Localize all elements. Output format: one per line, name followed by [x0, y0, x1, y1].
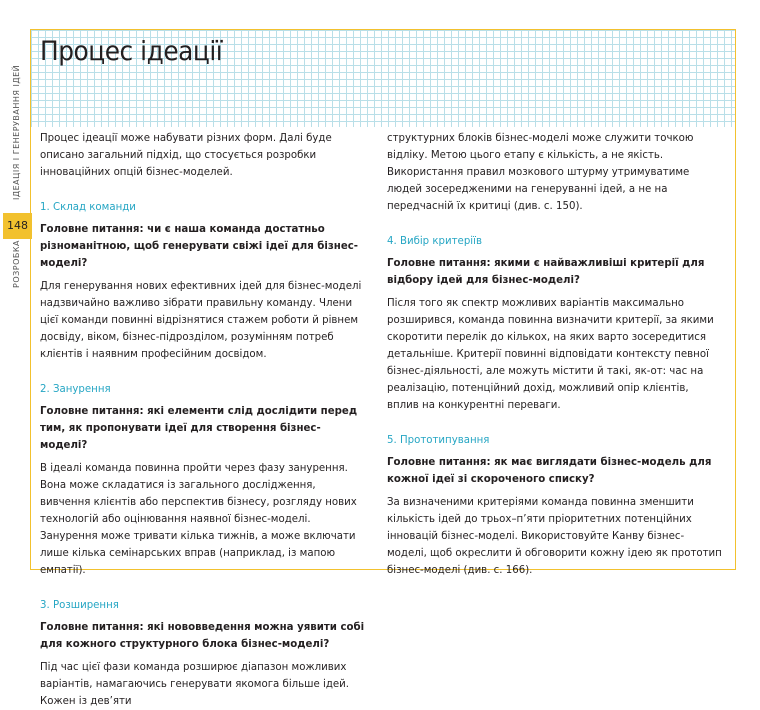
- page-title: Процес ідеації: [40, 36, 223, 67]
- intro-paragraph: Процес ідеації може набувати різних форм. Далі буде описано загальний підхід, що стосується розробки інноваційних опцій бізнес-моделей.: [40, 133, 332, 178]
- section-1-heading: 1. Склад команди: [40, 202, 136, 213]
- right-column: [387, 130, 722, 579]
- section-4-heading: 4. Вибір критеріїв: [387, 236, 482, 247]
- section-3-continuation: структурних блоків бізнес-моделі може служити точкою відліку. Метою цього етапу є кількість, а не якість. Використання правил мозкового штурму утримуватиме людей зосередженими на генеруванні ідей, а не на передчасній їх критиці (див. с. 150).: [387, 133, 694, 212]
- section-2-question: Головне питання: які елементи слід дослідити перед тим, як пропонувати ідеї для створення бізнес-моделі?: [40, 406, 358, 451]
- section-3-heading: 3. Розширення: [40, 600, 119, 611]
- left-column: [40, 130, 365, 710]
- side-label-section: РОЗРОБКА: [12, 239, 21, 288]
- section-2-body: В ідеалі команда повинна пройти через фазу занурення. Вона може складатися із загального дослідження, вивчення клієнтів або перспектив бізнесу, розгляду нових технологій або оцінювання наявної бізнес-моделі. Занурення може тривати кілька тижнів, а може включати лише кілька семінарських вправ (наприклад, із мапою емпатії).: [40, 463, 357, 576]
- page-number-tab: 148: [3, 213, 32, 239]
- section-1-question: Головне питання: чи є наша команда достатньо різноманітною, щоб генерувати свіжі ідеї для бізнес-моделі?: [40, 224, 359, 269]
- section-4-question: Головне питання: якими є найважливіші критерії для відбору ідей для бізнес-моделі?: [387, 258, 705, 286]
- section-1-body: Для генерування нових ефективних ідей для бізнес-моделі надзвичайно важливо зібрати правильну команду. Члени цієї команди повинні відрізнятися стажем роботи й рівнем досвіду, віком, бізнес-підрозділом, розумінням потреб клієнтів і наявним професійним досвідом.: [40, 281, 362, 360]
- section-2-heading: 2. Занурення: [40, 384, 111, 395]
- side-label-chapter: ІДЕАЦІЯ І ГЕНЕРУВАННЯ ІДЕЙ: [12, 64, 21, 200]
- section-4-body: Після того як спектр можливих варіантів максимально розширився, команда повинна визначити критерії, за якими скоротити перелік до кількох, на яких варто зосередитися детальніше. Критерії повинні відповідати контексту певної бізнес-діяльності, але можуть містити й такі, як-от: час на реалізацію, потенційний дохід, можливий опір клієнтів, вплив на конкурентні переваги.: [387, 298, 714, 411]
- section-5-body: За визначеними критеріями команда повинна зменшити кількість ідей до трьох–п’яти пріоритетних потенційних інновацій бізнес-моделі. Використовуйте Канву бізнес-моделі, щоб окреслити й обговорити кожну ідею як прототип бізнес-моделі (див. с. 166).: [387, 497, 722, 576]
- section-5-question: Головне питання: як має виглядати бізнес-модель для кожної ідеї зі скороченого списку?: [387, 457, 712, 485]
- section-3-body: Під час цієї фази команда розширює діапазон можливих варіантів, намагаючись генерувати якомога більше ідей. Кожен із дев’яти: [40, 662, 349, 707]
- section-3-question: Головне питання: які нововведення можна уявити собі для кожного структурного блока бізнес-моделі?: [40, 622, 365, 650]
- section-5-heading: 5. Прототипування: [387, 435, 490, 446]
